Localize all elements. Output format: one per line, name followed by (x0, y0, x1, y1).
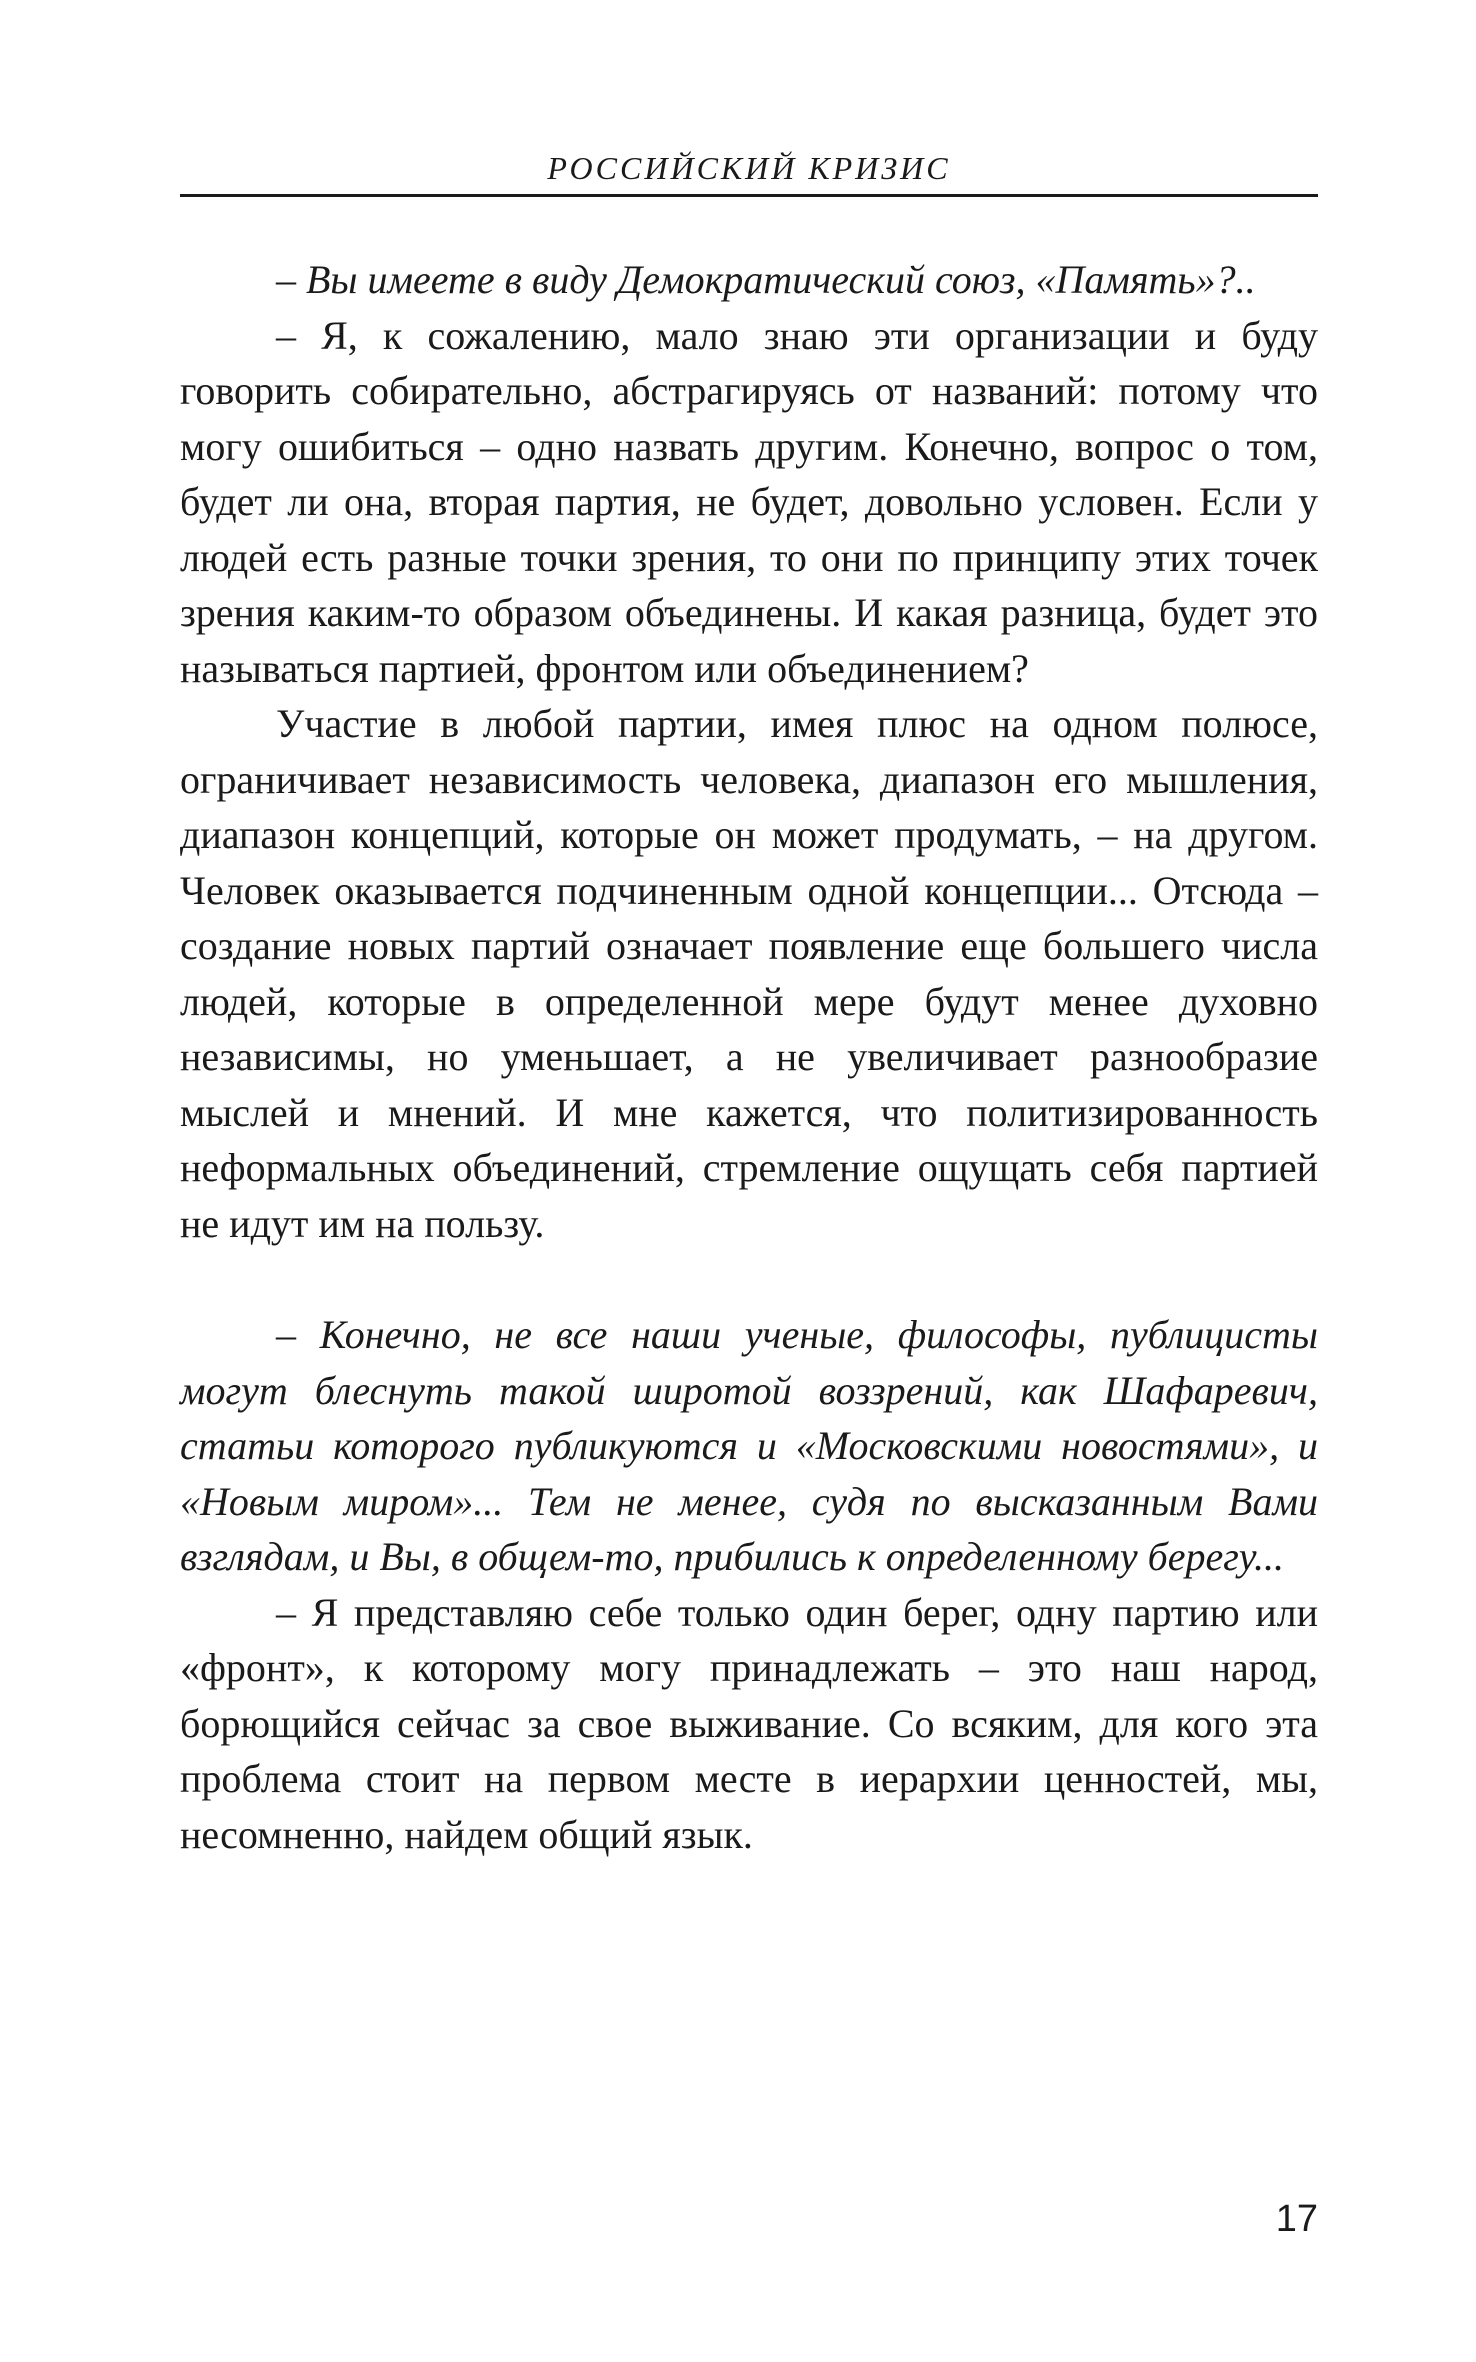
running-header: РОССИЙСКИЙ КРИЗИС (547, 150, 951, 186)
question-paragraph-1: – Вы имеете в виду Демократический союз, «Память»?.. (276, 257, 1256, 302)
section-gap (180, 1251, 1318, 1307)
answer-paragraph-1: – Я, к сожалению, мало знаю эти организации и буду говорить собирательно, абстрагируясь от названий: потому что могу ошибиться – одно назвать другим. Конечно, вопрос о том, будет ли она, вторая партия, не будет, довольно условен. Если у людей есть разные точки зрения, то они по принципу этих точек зрения каким-то образом объединены. И какая разница, будет это называться партией, фронтом или объединением? (180, 312, 1318, 691)
question-paragraph-2: – Конечно, не все наши ученые, философы, публицисты могут блеснуть такой широтой воззрений, как Шафаревич, статьи которого публикуются и «Московскими новостями», и «Новым миром»... Тем не менее, судя по высказанным Вами взглядам, и Вы, в общем-то, прибились к определенному берегу... (180, 1312, 1318, 1579)
header-divider (180, 194, 1318, 197)
answer-paragraph-2: Участие в любой партии, имея плюс на одном полюсе, ограничивает независимость человека, диапазон его мышления, диапазон концепций, которые он может продумать, – на другом. Человек оказывается подчиненным одной концепции... Отсюда – создание новых партий означает появление еще большего числа людей, которые в определенной мере будут менее духовно независимы, но уменьшает, а не увеличивает разнообразие мыслей и мнений. И мне кажется, что политизированность неформальных объединений, стремление ощущать себя партией не идут им на пользу. (180, 701, 1318, 1246)
answer-paragraph-3: – Я представляю себе только один берег, одну партию или «фронт», к которому могу принадлежать – это наш народ, борющийся сейчас за свое выживание. Со всяким, для кого эта проблема стоит на первом месте в иерархии ценностей, мы, несомненно, найдем общий язык. (180, 1589, 1318, 1857)
page-number: 17 (1275, 2198, 1318, 2240)
body-text (180, 252, 1318, 1862)
